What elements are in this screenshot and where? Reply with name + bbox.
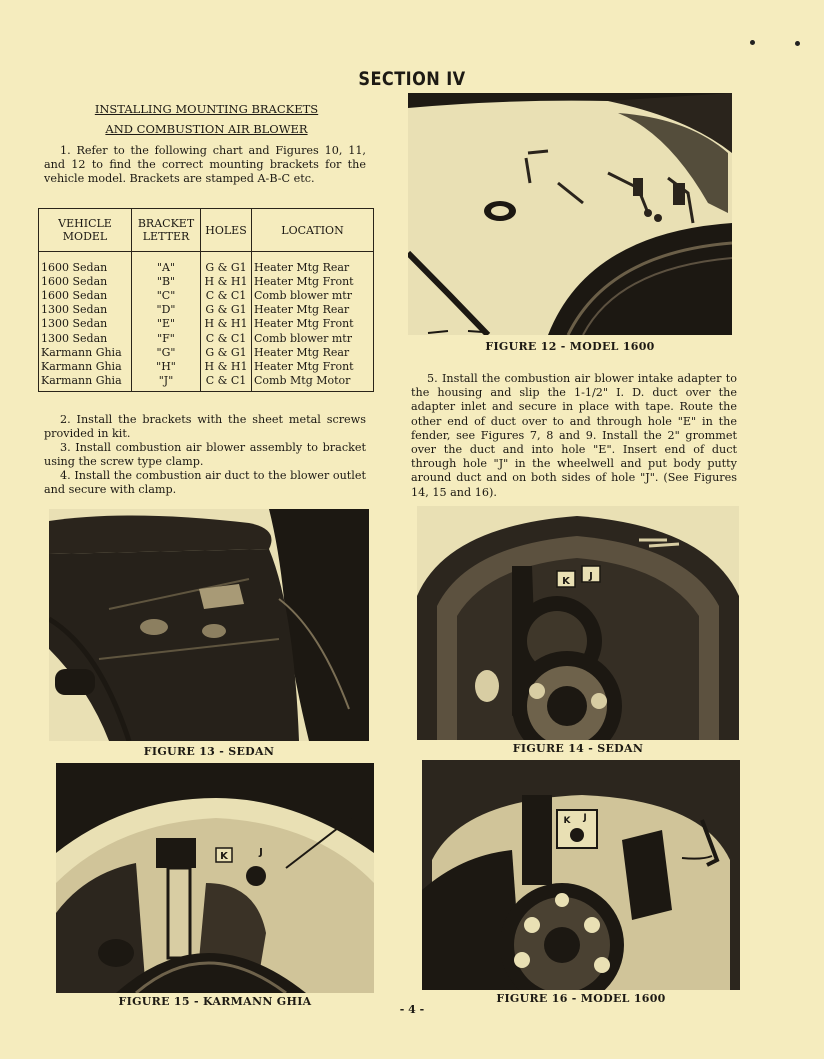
table-row [39, 317, 374, 331]
figure-12-illustration [408, 93, 732, 335]
cell-model: Karmann Ghia [39, 359, 132, 373]
cell-letter: "D" [132, 303, 201, 317]
cell-holes: H & H1 [201, 274, 252, 288]
cell-letter: "H" [132, 359, 201, 373]
cell-model: Karmann Ghia [39, 374, 132, 392]
cell-letter: "A" [132, 252, 201, 275]
paragraph-4: 4. Install the combustion air duct to the blower outlet and secure with clamp. [44, 469, 366, 497]
table-row [39, 252, 374, 275]
figure-15-illustration [56, 763, 374, 993]
cell-location: Heater Mtg Front [252, 359, 374, 373]
bracket-chart [38, 208, 374, 392]
cell-letter: "E" [132, 317, 201, 331]
cell-location: Heater Mtg Rear [252, 252, 374, 275]
cell-letter: "J" [132, 374, 201, 392]
cell-model: 1300 Sedan [39, 317, 132, 331]
header-text: LOCATION [281, 223, 344, 237]
table-row [39, 288, 374, 302]
figure-12-photo [408, 93, 732, 335]
header-text: HOLES [205, 223, 247, 237]
figure-15-caption: FIGURE 15 - KARMANN GHIA [118, 995, 312, 1008]
cell-location: Comb blower mtr [252, 288, 374, 302]
photo-label-k: K [220, 851, 228, 862]
cell-holes: H & H1 [201, 359, 252, 373]
photo-label-k: K [563, 816, 571, 826]
cell-holes: H & H1 [201, 317, 252, 331]
figure-13-photo [49, 509, 369, 741]
table-row [39, 303, 374, 317]
cell-letter: "B" [132, 274, 201, 288]
photo-label-j: J [589, 571, 593, 582]
scan-speck [750, 40, 755, 45]
cell-model: 1600 Sedan [39, 274, 132, 288]
cell-location: Heater Mtg Rear [252, 303, 374, 317]
heading-line-1: INSTALLING MOUNTING BRACKETS [94, 102, 319, 116]
header-holes [201, 209, 252, 252]
header-vehicle-model [39, 209, 132, 252]
header-text: MODEL [62, 230, 108, 243]
cell-holes: G & G1 [201, 252, 252, 275]
cell-model: 1600 Sedan [39, 288, 132, 302]
cell-location: Heater Mtg Front [252, 274, 374, 288]
section-title: SECTION IV [358, 68, 466, 90]
table-header-row [39, 209, 374, 252]
paragraph-5: 5. Install the combustion air blower intake adapter to the housing and slip the 1-1/2" I. D. duct over the adapter inlet and secure in place with tape. Route the other end of duct over to and through hole "E" in the fender, see Figures 7, 8 and 9. Install the 2" grommet over the duct and into hole "E". Insert end of duct through hole "J" in the wheelwell and put body putty around duct and on both sides of hole "J". (See Figures 14, 15 and 16). [411, 372, 737, 499]
figure-14-illustration [417, 506, 739, 740]
figure-14-photo [417, 506, 739, 740]
cell-holes: C & C1 [201, 288, 252, 302]
figure-16-illustration [422, 760, 740, 990]
cell-letter: "G" [132, 345, 201, 359]
figure-13-caption: FIGURE 13 - SEDAN [143, 745, 275, 758]
table-row [39, 274, 374, 288]
cell-holes: C & C1 [201, 331, 252, 345]
page-number: - 4 - [399, 1003, 425, 1016]
header-text: LETTER [142, 230, 190, 243]
cell-holes: G & G1 [201, 303, 252, 317]
cell-model: 1600 Sedan [39, 252, 132, 275]
figure-16-photo [422, 760, 740, 990]
heading-line-2: AND COMBUSTION AIR BLOWER [105, 122, 308, 136]
photo-label-j: J [583, 813, 587, 823]
cell-holes: C & C1 [201, 374, 252, 392]
paragraph-3: 3. Install combustion air blower assembly to bracket using the screw type clamp. [44, 441, 366, 469]
table-row [39, 374, 374, 392]
table-row [39, 331, 374, 345]
cell-letter: "F" [132, 331, 201, 345]
cell-model: 1300 Sedan [39, 303, 132, 317]
header-text: BRACKET [137, 217, 195, 230]
cell-letter: "C" [132, 288, 201, 302]
paragraph-2: 2. Install the brackets with the sheet metal screws provided in kit. [44, 413, 366, 441]
cell-location: Comb blower mtr [252, 331, 374, 345]
cell-location: Heater Mtg Rear [252, 345, 374, 359]
figure-13-illustration [49, 509, 369, 741]
header-text: VEHICLE [58, 217, 112, 230]
cell-model: 1300 Sedan [39, 331, 132, 345]
photo-label-k: K [562, 576, 570, 587]
paragraph-1: 1. Refer to the following chart and Figures 10, 11, and 12 to find the correct mounting brackets for the vehicle model. Brackets are stamped A-B-C etc. [44, 144, 366, 186]
cell-holes: G & G1 [201, 345, 252, 359]
header-location [252, 209, 374, 252]
cell-location: Heater Mtg Front [252, 317, 374, 331]
header-bracket-letter [132, 209, 201, 252]
figure-12-caption: FIGURE 12 - MODEL 1600 [485, 340, 655, 353]
cell-location: Comb Mtg Motor [252, 374, 374, 392]
cell-model: Karmann Ghia [39, 345, 132, 359]
figure-14-caption: FIGURE 14 - SEDAN [512, 742, 644, 755]
figure-16-caption: FIGURE 16 - MODEL 1600 [496, 992, 666, 1005]
scan-speck [795, 41, 800, 46]
table-row [39, 359, 374, 373]
figure-15-photo [56, 763, 374, 993]
photo-label-j: J [259, 847, 263, 858]
table-row [39, 345, 374, 359]
